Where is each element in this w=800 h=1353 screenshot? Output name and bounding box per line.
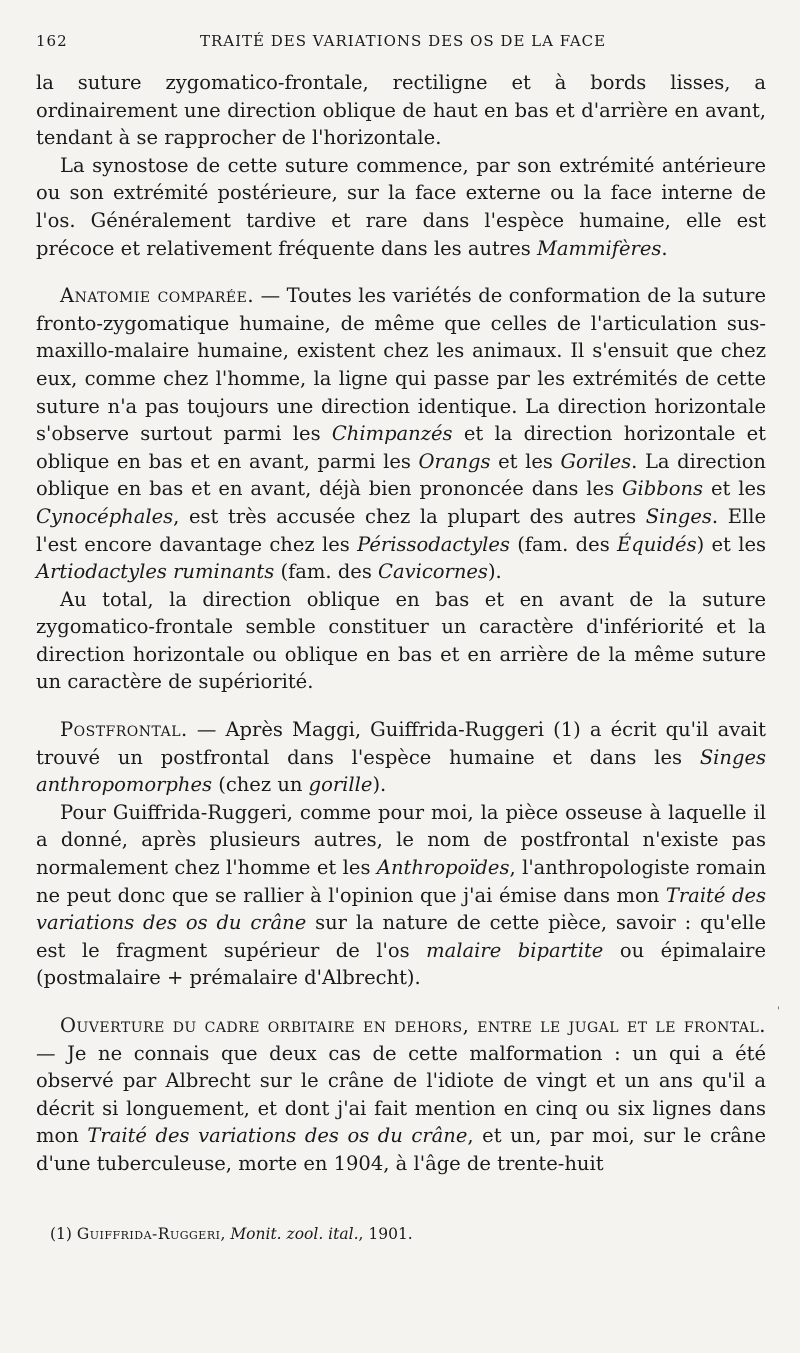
italic-term: Gibbons	[621, 477, 704, 501]
running-header	[36, 32, 764, 54]
section-postfrontal	[36, 716, 766, 799]
footnote-marker: (1)	[50, 1225, 77, 1243]
footnote-journal: Monit. zool. ital.	[230, 1225, 359, 1243]
text-run: . Elle l'est encore davantage chez les	[36, 504, 766, 556]
italic-term: Chimpanzés	[331, 422, 453, 446]
italic-term: Singes	[645, 504, 712, 528]
section-heading: Ouverture du cadre orbitaire en dehors, entre le jugal et le frontal.	[60, 1014, 766, 1037]
text-run: (chez un	[212, 773, 309, 797]
section-heading: Postfrontal.	[60, 718, 188, 742]
italic-term: Orangs	[418, 449, 491, 473]
text-run: (fam. des	[509, 532, 618, 556]
page-number: 162	[36, 32, 68, 50]
italic-term: Singes anthropomorphes	[36, 745, 766, 797]
footnote-year: , 1901.	[358, 1225, 413, 1243]
italic-term: Traité des variations des os du crâne	[36, 883, 767, 935]
paragraph-au-total: Au total, la direction oblique en bas et en avant de la suture zygomatico-frontale semble constituer un caractère d'infériorité et la direction horizontale ou oblique en bas et en arrière de la même suture un caractère de supériorité.	[36, 587, 766, 694]
italic-term: Artiodactyles ruminants	[36, 560, 275, 584]
text-run: Pour Guiffrida-Ruggeri, comme pour moi, la pièce osseuse à laquelle il a donné, après plusieurs autres, le nom de postfrontal n'existe pas normalement chez l'homme et les	[36, 800, 766, 880]
italic-term: Goriles	[560, 449, 632, 473]
section-heading: Anatomie comparée.	[60, 284, 255, 308]
text-run: , et un, par moi, sur le crâne d'une tuberculeuse, morte en 1904, à l'âge de trente-huit	[36, 1124, 766, 1175]
margin-mark: '	[777, 1006, 780, 1017]
text-run: — Je ne connais que deux cas de cette malformation : un qui a été observé par Albrecht sur le crâne de l'idiote de vingt et un ans qu'il a décrit si longuement, et dont j'ai fait mention en cinq ou six lignes dans mon	[36, 1041, 766, 1148]
text-run: et la direction horizontale et oblique en bas et en avant, parmi les	[36, 422, 767, 473]
text-run: — Après Maggi, Guiffrida-Ruggeri (1) a écrit qu'il avait trouvé un postfrontal dans l'espèce humaine et dans les	[36, 718, 766, 769]
section-anatomie-comparee	[36, 282, 766, 586]
italic-term: Anthropoïdes	[376, 856, 510, 880]
italic-term: malaire bipartite	[426, 938, 604, 962]
paragraph-synostose	[36, 152, 766, 262]
text-run: , l'anthropologiste romain ne peut donc que se rallier à l'opinion que j'ai émise dans mon	[36, 856, 767, 907]
text-run: La synostose de cette suture commence, par son extrémité antérieure ou son extrémité postérieure, sur la face externe ou la face interne de l'os. Généralement tardive et rare dans l'espèce humaine, elle est précoce et relativement fréquente dans les autres	[36, 153, 766, 260]
footnote	[50, 1224, 770, 1244]
text-run: et les	[490, 449, 561, 473]
footnote-author: Guiffrida-Ruggeri	[76, 1225, 221, 1243]
text-run: ).	[487, 560, 502, 584]
text-run: ) et les	[696, 532, 766, 556]
italic-term: Traité des variations des os du crâne	[87, 1124, 468, 1148]
italic-term: gorille	[308, 773, 373, 797]
italic-term: Cavicornes	[378, 560, 488, 584]
text-run: , est très accusée chez la plupart des autres	[173, 504, 646, 528]
italic-term: Mammifères	[536, 236, 662, 260]
text-run: — Toutes les variétés de conformation de la suture fronto-zygomatique humaine, de même que celles de l'articulation sus-maxillo-malaire humaine, existent chez les animaux. Il s'ensuit que chez eux, comme chez l'homme, la ligne qui passe par les extrémités de cette suture n'a pas toujours une direction identique. La direction horizontale s'observe surtout parmi les	[36, 284, 766, 446]
italic-term: Périssodactyles	[357, 532, 510, 556]
italic-term: Cynocéphales	[36, 504, 174, 528]
running-title: TRAITÉ DES VARIATIONS DES OS DE LA FACE	[200, 32, 607, 50]
text-run: .	[661, 236, 668, 260]
text-run: ou épimalaire (postmalaire + prémalaire d'Albrecht).	[36, 938, 766, 990]
text-run: et les	[703, 477, 766, 501]
text-run: (fam. des	[274, 560, 379, 584]
paragraph-continuation: la suture zygomatico-frontale, rectiligne et à bords lisses, a ordinairement une direction oblique de haut en bas et d'arrière en avant, tendant à se rapprocher de l'horizontale.	[36, 71, 766, 150]
paragraph-guiffrida	[36, 799, 766, 992]
section-ouverture	[36, 1012, 766, 1178]
italic-term: Équidés	[617, 532, 697, 556]
text-run: ,	[220, 1225, 231, 1243]
text-run: ).	[372, 773, 387, 797]
body-text	[36, 69, 766, 1178]
text-run: . La direction oblique en bas et en avant, déjà bien prononcée dans les	[36, 449, 766, 501]
text-run: sur la nature de cette pièce, savoir : qu'elle est le fragment supérieur de l'os	[36, 911, 766, 962]
